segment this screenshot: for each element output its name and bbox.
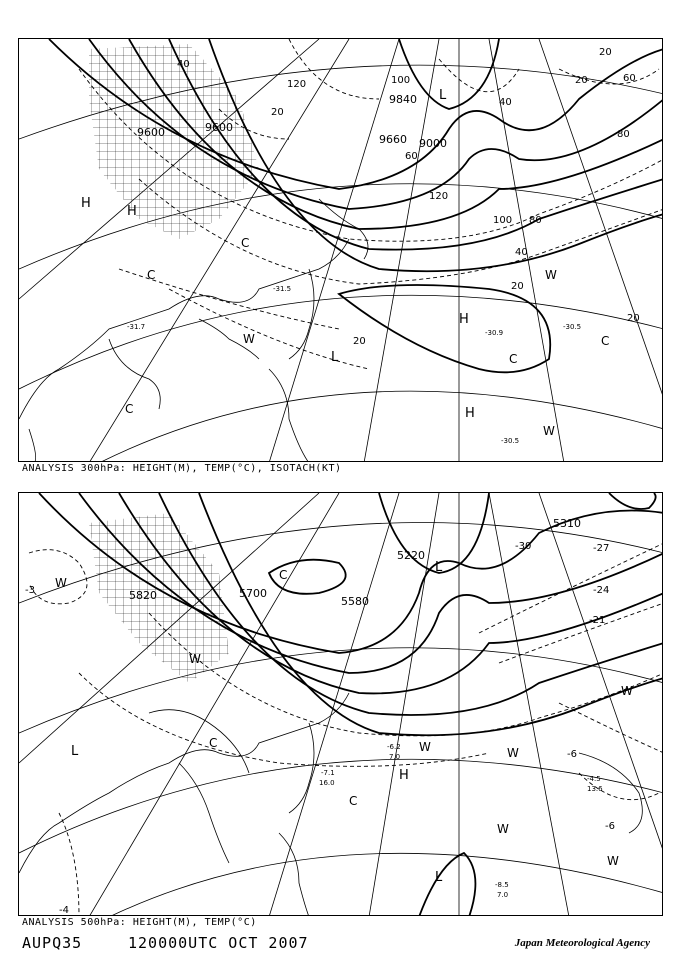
map-300hpa: [18, 38, 663, 462]
agency-name: Japan Meteorological Agency: [514, 937, 650, 949]
caption-500hpa: ANALYSIS 500hPa: HEIGHT(M), TEMP(°C): [22, 917, 257, 928]
warm-center: W: [419, 740, 431, 754]
isotach-labels: [177, 47, 640, 347]
high-center: H: [81, 196, 91, 211]
isotach-label: 20: [575, 75, 588, 86]
isotach-label: 40: [499, 97, 512, 108]
warm-center: W: [507, 746, 519, 760]
isotach-label: 80: [529, 215, 542, 226]
temp-value: -30.5: [563, 323, 582, 331]
isotach-label: 100: [493, 215, 513, 226]
isotach-label: 60: [623, 73, 636, 84]
height-label: 5700: [239, 587, 267, 600]
isotach-label: 20: [599, 47, 612, 58]
station-value: -6.2: [387, 743, 401, 751]
cold-center: C: [349, 794, 358, 808]
height-label: 9600: [205, 121, 233, 134]
isotach-label: 120: [429, 191, 449, 202]
station-value: -7.1: [321, 769, 335, 777]
station-value: 7.0: [389, 753, 401, 761]
chart-valid-time: 120000UTC OCT 2007: [128, 934, 309, 952]
isotach-label: 40: [515, 247, 528, 258]
height-label: 5580: [341, 595, 369, 608]
height-label: 5820: [129, 589, 157, 602]
height-label: 9600: [137, 126, 165, 139]
height-label: 5220: [397, 549, 425, 562]
caption-300hpa: ANALYSIS 300hPa: HEIGHT(M), TEMP(°C), ISOTACH(KT): [22, 463, 342, 474]
isotach-label: 120: [287, 79, 307, 90]
isotherm-label: -6: [605, 821, 615, 832]
height-label: 9660: [379, 133, 407, 146]
warm-center: W: [543, 424, 555, 438]
map-300hpa-canvas: [19, 39, 663, 462]
isotherm-label: -21: [589, 615, 606, 626]
high-center: H: [399, 768, 409, 783]
temp-value: -30.5: [501, 437, 520, 445]
low-center: L: [331, 350, 339, 365]
isotach-label: 100: [391, 75, 411, 86]
warm-center: W: [189, 652, 201, 666]
high-center: H: [465, 406, 475, 421]
isotherm-label: -24: [593, 585, 610, 596]
cold-center: C: [147, 268, 156, 282]
station-value: -4.5: [587, 775, 601, 783]
station-value: 7.0: [497, 891, 509, 899]
height-contours: [39, 493, 663, 916]
isotherm-label: -27: [593, 543, 610, 554]
isotach-label: 40: [177, 59, 190, 70]
cold-center: C: [209, 736, 218, 750]
low-center: L: [435, 870, 443, 885]
height-label: 9840: [389, 93, 417, 106]
low-center: L: [435, 560, 443, 575]
temp-value: -30.9: [485, 329, 504, 337]
isotach-label: 20: [271, 107, 284, 118]
cold-center: C: [601, 334, 610, 348]
warm-center: W: [243, 332, 255, 346]
isotach-label: 20: [627, 313, 640, 324]
station-value: 13.6: [587, 785, 603, 793]
warm-center: W: [497, 822, 509, 836]
cold-center: C: [241, 236, 250, 250]
isotherm-label: -6: [567, 749, 577, 760]
warm-center: W: [607, 854, 619, 868]
coastlines: [19, 199, 368, 462]
cold-center: C: [279, 568, 288, 582]
isotherm-label: -30: [515, 541, 532, 552]
low-center: L: [439, 88, 447, 103]
coastlines: [19, 693, 642, 916]
map-500hpa-canvas: [19, 493, 663, 916]
warm-center: W: [621, 684, 633, 698]
cold-center: C: [509, 352, 518, 366]
station-values: [319, 743, 603, 899]
high-center: H: [459, 312, 469, 327]
height-label: 5310: [553, 517, 581, 530]
chart-code: AUPQ35: [22, 934, 83, 952]
warm-center: W: [545, 268, 557, 282]
high-center: H: [127, 204, 137, 219]
height-label: 9000: [419, 137, 447, 150]
isotach-label: 60: [405, 151, 418, 162]
station-value: -8.5: [495, 881, 509, 889]
isotherm-label: -4: [59, 905, 69, 916]
cold-center: C: [125, 402, 134, 416]
hatched-region: [89, 44, 259, 239]
low-center: L: [71, 744, 79, 759]
isotherm-label: -3: [25, 585, 35, 596]
temp-value: -31.5: [273, 285, 292, 293]
hatched-region: [89, 513, 229, 683]
isotach-label: 80: [617, 129, 630, 140]
isotach-label: 20: [353, 336, 366, 347]
isotach-label: 20: [511, 281, 524, 292]
map-500hpa: [18, 492, 663, 916]
station-value: 16.0: [319, 779, 335, 787]
warm-center: W: [55, 576, 67, 590]
temp-centers: [125, 236, 609, 438]
temp-value: -31.7: [127, 323, 146, 331]
